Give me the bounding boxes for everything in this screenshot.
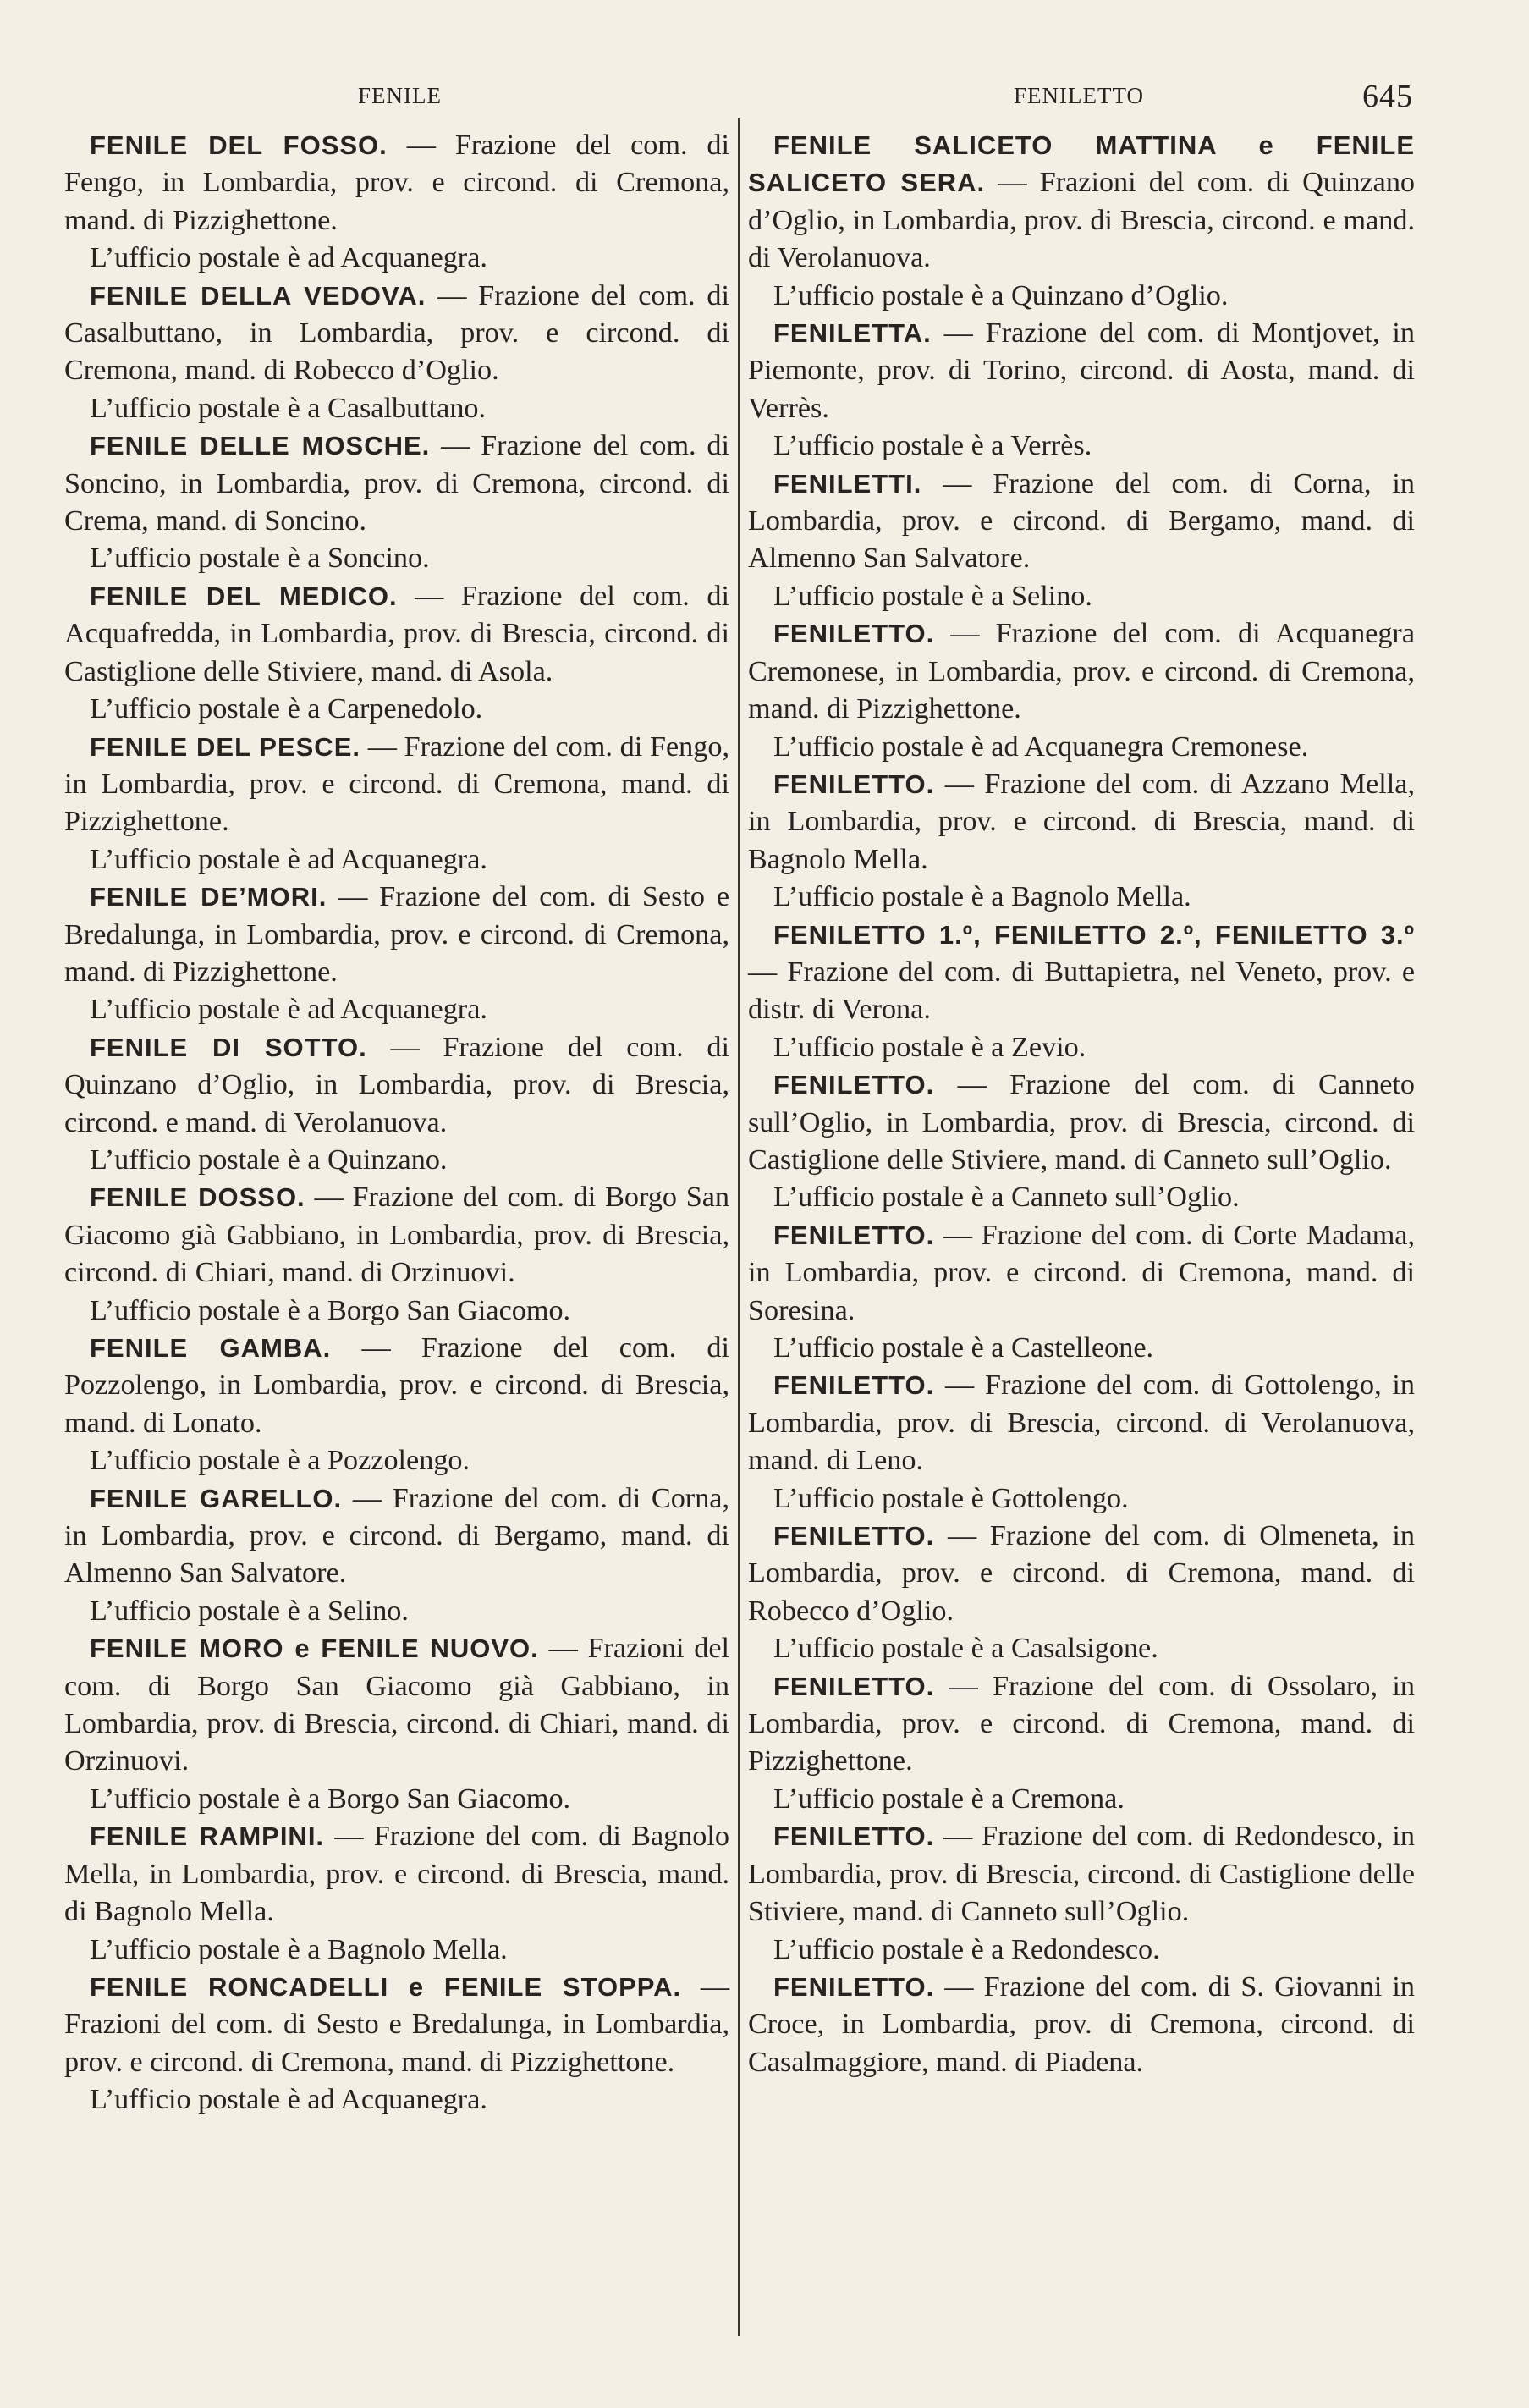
entry-paragraph [64,729,729,841]
gazetteer-entry [64,729,729,879]
entry-description: — Frazione del com. di Corna, in Lombardia, prov. e circond. di Bergamo, mand. di Almenno San Salvatore. [64,1482,730,1590]
gazetteer-entry [64,1630,729,1818]
entry-name: FENILETTO 1.º, FENILETTO 2.º, FENILETTO 3.º [773,919,1415,950]
gazetteer-entry [748,1217,1415,1368]
entry-paragraph [748,917,1415,1029]
entry-postal-office: L’ufficio postale è Gottolengo. [773,1482,1129,1514]
entry-postal-office: L’ufficio postale è ad Acquanegra. [90,242,487,274]
right-column [748,127,1415,2408]
entry-name: FENILETTO. [773,769,935,799]
entry-description: — Frazione del com. di Ossolaro, in Lombardia, prov. e circond. di Cremona, mand. di Pizzighettone. [748,1670,1415,1777]
entry-paragraph [64,1179,729,1292]
entry-description: — Frazione del com. di Borgo San Giacomo già Gabbiano, in Lombardia, prov. di Brescia, circond. di Chiari, mand. di Orzinuovi. [64,1182,730,1289]
gazetteer-entry [748,766,1415,917]
entry-paragraph [64,1330,729,1442]
running-head-left [68,83,732,125]
entry-description: — Frazioni del com. di Sesto e Bredalunga, in Lombardia, prov. e circond. di Cremona, mand. di Pizzighettone. [64,1970,729,2078]
entry-name: FENILETTO. [773,1370,935,1401]
entry-name: FENILE DELLE MOSCHE. [90,431,431,461]
entry-name: FENILE DE’MORI. [90,882,327,912]
entry-name: FENILE RAMPINI. [90,1821,325,1852]
gazetteer-entry [748,1818,1415,1969]
gazetteer-entry [64,1818,729,1969]
entry-name: FENILE DEL MEDICO. [90,581,398,611]
gazetteer-entry [748,1969,1415,2081]
entry-postal-office: L’ufficio postale è a Canneto sull’Oglio. [773,1182,1240,1214]
entry-paragraph [748,1066,1415,1179]
entry-name: FENILE DEL FOSSO. [90,130,388,160]
entry-postal-office: L’ufficio postale è a Castelleone. [773,1332,1154,1364]
entry-paragraph [748,127,1415,278]
column-divider [738,118,740,2336]
entry-paragraph [748,1367,1415,1480]
gazetteer-entry [748,1066,1415,1217]
gazetteer-entry [64,278,729,428]
gazetteer-entry [748,917,1415,1067]
entry-name: FENILE DEL PESCE. [90,731,360,762]
entry-postal-office: L’ufficio postale è a Redondesco. [773,1933,1160,1965]
entry-name: FENILE RONCADELLI e FENILE STOPPA. [90,1971,682,2002]
entry-name: FENILE DELLA VEDOVA. [90,280,426,311]
entry-name: FENILE GARELLO. [90,1483,343,1513]
entry-name: FENILETTO. [773,1070,935,1100]
page-number: 645 [1362,79,1413,114]
entry-description: — Frazione del com. di Corte Madama, in Lombardia, prov. e circond. di Cremona, mand. di Soresina. [748,1219,1416,1326]
entry-name: FENILE DOSSO. [90,1182,305,1213]
entry-description: — Frazione del com. di Acquafredda, in Lombardia, prov. di Brescia, circond. di Castiglione delle Stiviere, mand. di Asola. [64,580,729,687]
entry-paragraph [64,1480,729,1593]
entry-paragraph [64,278,729,390]
gazetteer-entry [748,1668,1415,1819]
entry-paragraph [748,766,1415,879]
entry-postal-office: L’ufficio postale è a Casalsigone. [773,1633,1158,1665]
entry-postal-office: L’ufficio postale è a Cremona. [773,1783,1125,1815]
running-head-left-word: FENILE [358,83,442,108]
gazetteer-entry [64,578,729,729]
entry-paragraph [64,879,729,991]
entry-description: — Frazione del com. di Canneto sull’Oglio, in Lombardia, prov. di Brescia, circond. di Castiglione delle Stiviere, mand. di Canneto sull’Oglio. [748,1069,1415,1176]
entry-paragraph [748,1518,1415,1630]
entry-name: FENILE GAMBA. [90,1333,332,1363]
entry-name: FENILETTO. [773,1671,935,1701]
gazetteer-entry [64,1480,729,1631]
entry-description: — Frazione del com. di Bagnolo Mella, in Lombardia, prov. e circond. di Brescia, mand. di Bagnolo Mella. [64,1821,729,1928]
entry-name: FENILETTO. [773,619,935,649]
gazetteer-entry [64,1029,729,1180]
entry-postal-office: L’ufficio postale è a Carpenedolo. [90,693,483,725]
entry-postal-office: L’ufficio postale è ad Acquanegra Cremonese. [773,730,1309,763]
entry-postal-office: L’ufficio postale è a Borgo San Giacomo. [90,1783,571,1815]
entry-postal-office: L’ufficio postale è a Zevio. [773,1031,1086,1063]
entry-description: — Frazioni del com. di Borgo San Giacomo già Gabbiano, in Lombardia, prov. di Brescia, circond. di Chiari, mand. di Orzinuovi. [64,1633,729,1777]
entry-description: — Frazione del com. di Sesto e Bredalunga, in Lombardia, prov. e circond. di Cremona, mand. di Pizzighettone. [64,881,730,988]
left-column [64,127,729,2408]
running-head-right [745,79,1413,125]
entry-description: — Frazione del com. di Soncino, in Lombardia, prov. di Cremona, circond. di Crema, mand. di Soncino. [64,430,730,537]
entry-paragraph [64,578,729,691]
gazetteer-entry [748,127,1415,315]
entry-description: — Frazione del com. di Azzano Mella, in Lombardia, prov. e circond. di Brescia, mand. di Bagnolo Mella. [748,768,1415,875]
entry-description: — Frazione del com. di Pozzolengo, in Lombardia, prov. e circond. di Brescia, mand. di Lonato. [64,1332,730,1439]
entry-postal-office: L’ufficio postale è a Selino. [90,1595,409,1627]
entry-postal-office: L’ufficio postale è a Borgo San Giacomo. [90,1294,571,1326]
entry-paragraph [64,1969,729,2081]
entry-postal-office: L’ufficio postale è ad Acquanegra. [90,843,487,875]
entry-name: FENILETTO. [773,1521,935,1551]
entry-paragraph [748,315,1415,427]
entry-paragraph [64,427,729,540]
gazetteer-entry [64,1179,729,1330]
entry-description: — Frazione del com. di Quinzano d’Oglio, in Lombardia, prov. di Brescia, circond. e mand. di Verolanuova. [64,1031,729,1138]
entry-name: FENILETTO. [773,1821,935,1852]
entry-description: — Frazione del com. di Montjovet, in Piemonte, prov. di Torino, circond. di Aosta, mand. di Verrès. [748,317,1416,424]
entry-description: — Frazione del com. di Olmeneta, in Lombardia, prov. e circond. di Cremona, mand. di Robecco d’Oglio. [748,1520,1415,1627]
entry-paragraph [748,1217,1415,1330]
entry-postal-office: L’ufficio postale è ad Acquanegra. [90,994,487,1026]
gazetteer-entry [64,879,729,1029]
entry-description: — Frazione del com. di Corna, in Lombardia, prov. e circond. di Bergamo, mand. di Almenno San Salvatore. [748,467,1416,575]
entry-description: — Frazione del com. di Buttapietra, nel Veneto, prov. e distr. di Verona. [748,956,1415,1026]
entry-postal-office: L’ufficio postale è a Quinzano. [90,1143,448,1176]
gazetteer-entry [748,1518,1415,1668]
entry-paragraph [64,127,729,240]
entry-postal-office: L’ufficio postale è a Quinzano d’Oglio. [773,279,1229,311]
entry-description: — Frazione del com. di Redondesco, in Lombardia, prov. di Brescia, circond. di Castiglione delle Stiviere, mand. di Canneto sull’Oglio. [748,1821,1416,1928]
entry-postal-office: L’ufficio postale è a Verrès. [773,430,1092,462]
entry-description: — Frazione del com. di Fengo, in Lombardia, prov. e circond. di Cremona, mand. di Pizzighettone. [64,730,730,838]
entry-description: — Frazioni del com. di Quinzano d’Oglio, in Lombardia, prov. di Brescia, circond. e mand. di Verolanuova. [748,167,1416,274]
entry-description: — Frazione del com. di S. Giovanni in Croce, in Lombardia, prov. di Cremona, circond. di Casalmaggiore, mand. di Piadena. [748,1970,1416,2078]
gazetteer-entry [64,427,729,578]
entry-postal-office: L’ufficio postale è a Bagnolo Mella. [773,881,1191,913]
entry-paragraph [64,1630,729,1781]
entry-postal-office: L’ufficio postale è a Casalbuttano. [90,392,487,424]
entry-postal-office: L’ufficio postale è ad Acquanegra. [90,2084,487,2116]
entry-paragraph [748,1668,1415,1781]
gazetteer-entry [64,127,729,278]
entry-paragraph [748,615,1415,728]
entry-paragraph [748,1969,1415,2081]
entry-postal-office: L’ufficio postale è a Soncino. [90,543,430,575]
entry-paragraph [748,1818,1415,1931]
entry-description: — Frazione del com. di Fengo, in Lombardia, prov. e circond. di Cremona, mand. di Pizzighettone. [64,129,730,236]
entry-name: FENILETTI. [773,468,922,499]
entry-description: — Frazione del com. di Gottolengo, in Lombardia, prov. di Brescia, circond. di Verolanuova, mand. di Leno. [748,1369,1416,1477]
gazetteer-entry [748,315,1415,466]
entry-postal-office: L’ufficio postale è a Bagnolo Mella. [90,1933,508,1965]
running-head-right-word: FENILETTO [1014,83,1144,108]
entry-postal-office: L’ufficio postale è a Selino. [773,580,1092,612]
entry-name: FENILETTO. [773,1971,935,2002]
entry-name: FENILETTA. [773,318,932,349]
entry-paragraph [748,466,1415,578]
entry-postal-office: L’ufficio postale è a Pozzolengo. [90,1445,470,1477]
gazetteer-entry [748,615,1415,766]
entry-description: — Frazione del com. di Casalbuttano, in Lombardia, prov. e circond. di Cremona, mand. di Robecco d’Oglio. [64,279,730,387]
entry-name: FENILETTO. [773,1220,935,1250]
gazetteer-entry [748,1367,1415,1518]
entry-name: FENILE SALICETO MATTINA e FENILE SALICETO SERA. [748,130,1415,198]
entry-paragraph [64,1029,729,1142]
gazetteer-entry [64,1330,729,1480]
gazetteer-entry [64,1969,729,2119]
entry-name: FENILE DI SOTTO. [90,1032,367,1062]
entry-description: — Frazione del com. di Acquanegra Cremonese, in Lombardia, prov. e circond. di Cremona, mand. di Pizzighettone. [748,618,1415,725]
gazetteer-entry [748,466,1415,616]
entry-name: FENILE MORO e FENILE NUOVO. [90,1634,539,1664]
entry-paragraph [64,1818,729,1931]
